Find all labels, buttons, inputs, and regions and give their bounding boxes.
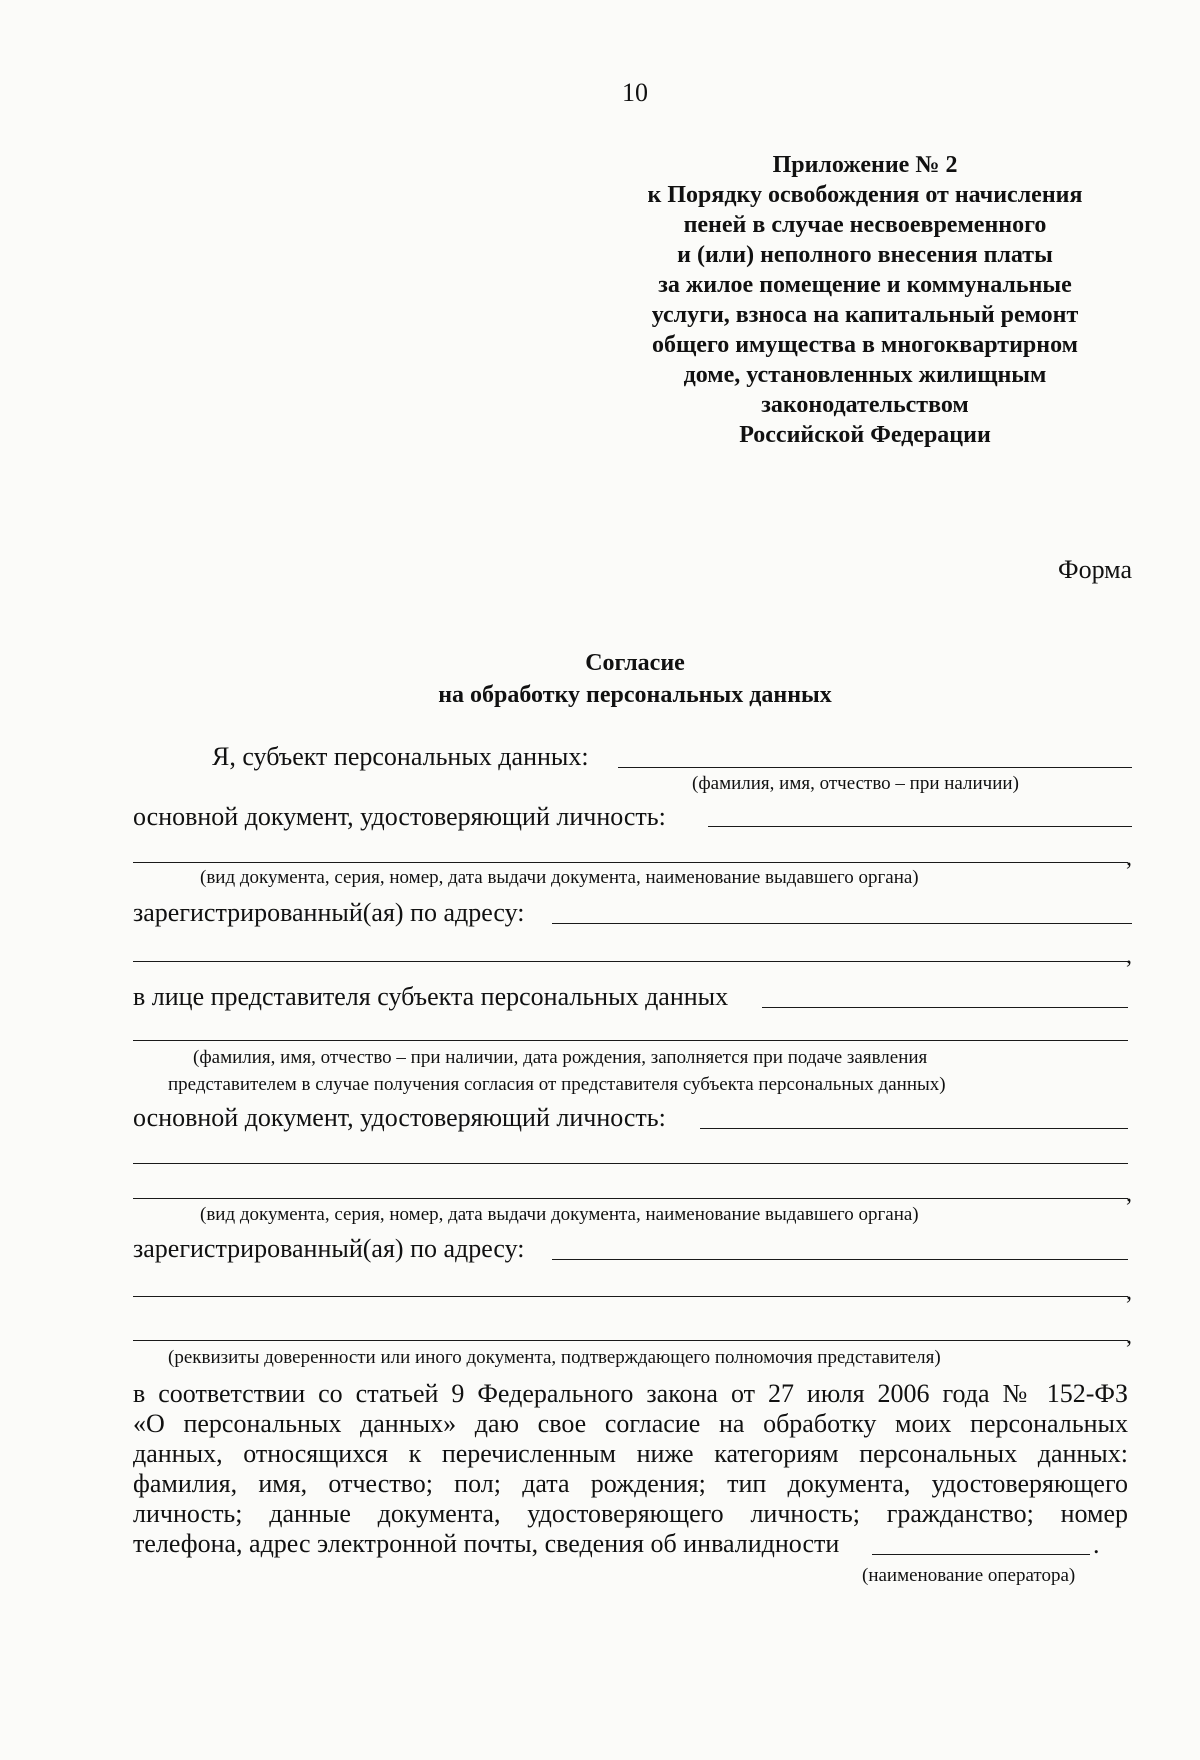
id-document-field-line2[interactable] <box>133 862 1128 863</box>
comma: , <box>1126 1323 1132 1349</box>
representative-field-line2[interactable] <box>133 1040 1128 1041</box>
consent-line: в соответствии со статьей 9 Федерального закона от 27 июля 2006 года № 152-ФЗ <box>133 1379 1128 1408</box>
appendix-line: доме, установленных жилищным <box>683 362 1047 388</box>
rep-address-field[interactable] <box>552 1259 1128 1260</box>
representative-label: в лице представителя субъекта персональных данных <box>133 982 729 1011</box>
subject-name-hint: (фамилия, имя, отчество – при наличии) <box>692 773 1019 794</box>
consent-line: «О персональных данных» даю свое согласие на обработку моих персональных <box>133 1409 1128 1438</box>
appendix-line: к Порядку освобождения от начисления <box>647 182 1083 208</box>
document-subtitle: на обработку персональных данных <box>438 682 832 708</box>
appendix-line: пеней в случае несвоевременного <box>683 212 1047 238</box>
id-document-field[interactable] <box>708 826 1132 827</box>
subject-name-field[interactable] <box>618 767 1132 768</box>
end-period: . <box>1093 1530 1100 1559</box>
rep-id-document-field[interactable] <box>700 1128 1128 1129</box>
page-number: 10 <box>622 78 648 107</box>
appendix-line: услуги, взноса на капитальный ремонт <box>651 302 1079 328</box>
address-label: зарегистрированный(ая) по адресу: <box>133 898 525 927</box>
rep-address-label: зарегистрированный(ая) по адресу: <box>133 1234 525 1263</box>
rep-id-document-field-line3[interactable] <box>133 1198 1128 1199</box>
appendix-line: за жилое помещение и коммунальные <box>658 272 1072 298</box>
comma: , <box>1126 1279 1132 1305</box>
rep-id-document-hint: (вид документа, серия, номер, дата выдачи документа, наименование выдавшего органа) <box>200 1204 919 1225</box>
comma: , <box>1126 1181 1132 1207</box>
consent-line: телефона, адрес электронной почты, сведения об инвалидности <box>133 1529 840 1558</box>
representative-hint: (фамилия, имя, отчество – при наличии, дата рождения, заполняется при подаче заявления <box>193 1047 928 1068</box>
appendix-block <box>635 150 1095 450</box>
appendix-line: и (или) неполного внесения платы <box>677 242 1053 268</box>
appendix-title: Приложение № 2 <box>772 152 958 178</box>
consent-line: личность; данные документа, удостоверяющего личность; гражданство; номер <box>133 1499 1128 1528</box>
rep-address-field-line2[interactable] <box>133 1296 1128 1297</box>
power-of-attorney-field[interactable] <box>133 1340 1128 1341</box>
address-field-line2[interactable] <box>133 961 1128 962</box>
appendix-line: общего имущества в многоквартирном <box>652 332 1078 358</box>
id-document-label: основной документ, удостоверяющий личность: <box>133 802 666 831</box>
id-document-hint: (вид документа, серия, номер, дата выдачи документа, наименование выдавшего органа) <box>200 867 919 888</box>
appendix-line: законодательством <box>761 392 969 418</box>
operator-name-hint: (наименование оператора) <box>862 1565 1076 1586</box>
power-of-attorney-hint: (реквизиты доверенности или иного документа, подтверждающего полномочия представителя) <box>168 1347 941 1368</box>
appendix-line: Российской Федерации <box>739 422 991 448</box>
document-title: Согласие <box>585 650 685 676</box>
comma: , <box>1126 943 1132 969</box>
consent-line: данных, относящихся к перечисленным ниже категориям персональных данных: <box>133 1439 1128 1468</box>
consent-line: фамилия, имя, отчество; пол; дата рождения; тип документа, удостоверяющего <box>133 1469 1128 1498</box>
form-label: Форма <box>1058 555 1132 584</box>
rep-id-document-field-line2[interactable] <box>133 1163 1128 1164</box>
representative-hint: представителем в случае получения согласия от представителя субъекта персональных данных) <box>168 1074 946 1095</box>
representative-field[interactable] <box>762 1007 1128 1008</box>
operator-name-field[interactable] <box>872 1554 1090 1555</box>
rep-id-document-label: основной документ, удостоверяющий личность: <box>133 1103 666 1132</box>
subject-label: Я, субъект персональных данных: <box>212 742 589 771</box>
comma: , <box>1126 845 1132 871</box>
consent-paragraph <box>133 1379 1128 1559</box>
address-field[interactable] <box>552 923 1132 924</box>
